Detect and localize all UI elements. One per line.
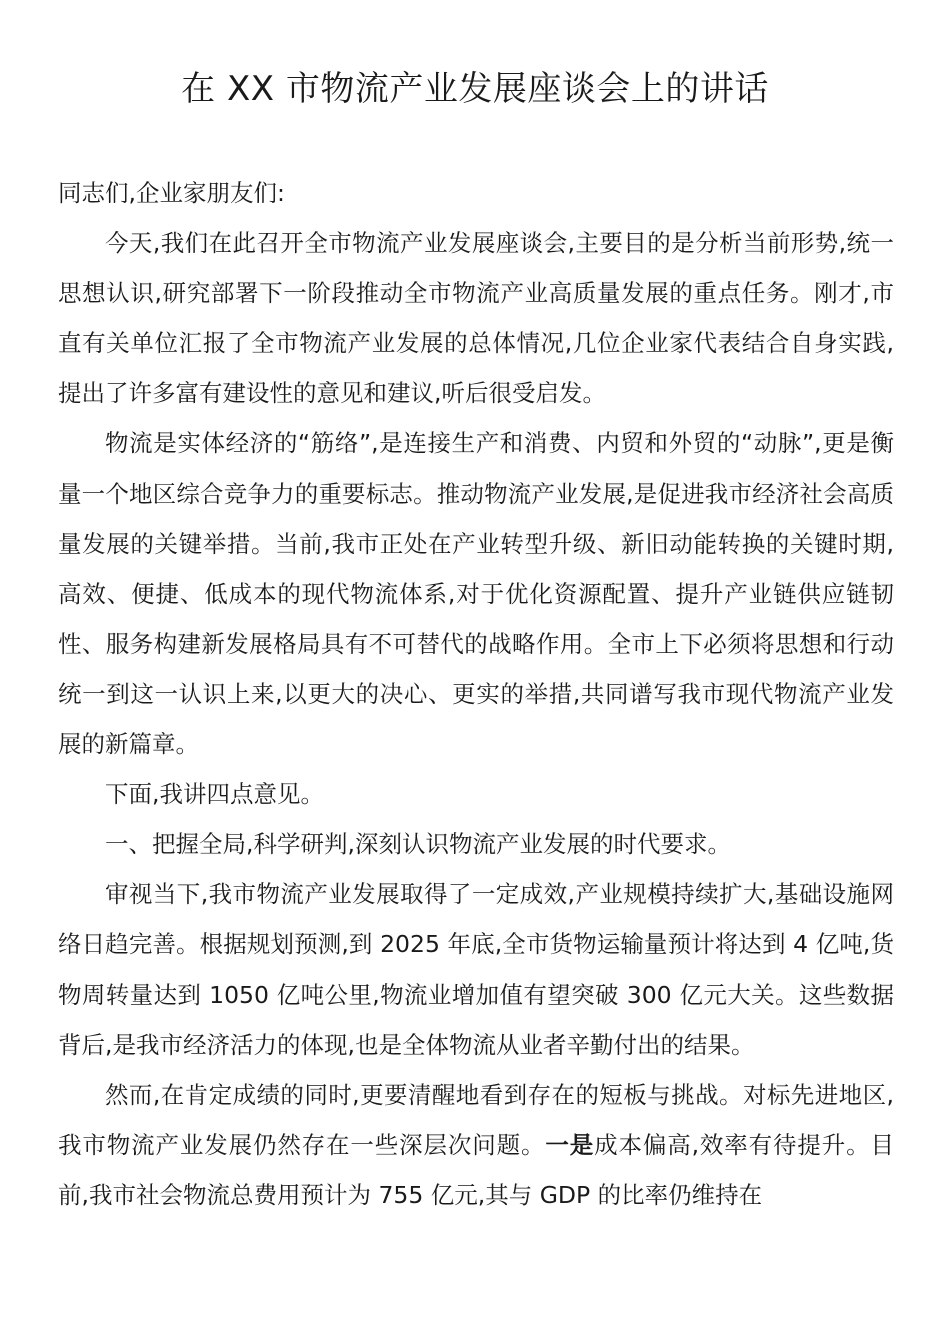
document-body (58, 168, 894, 1220)
greeting: 同志们,企业家朋友们: (58, 179, 285, 207)
section-heading: 一、把握全局,科学研判,深刻认识物流产业发展的时代要求。 (105, 830, 731, 859)
paragraph-achievements: 审视当下,我市物流产业发展取得了一定成效,产业规模持续扩大,基础设施网络日趋完善。根据规划预测,到 2025 年底,全市货物运输量预计将达到 4 亿吨,货物周转量达到 1050 亿吨公里,物流业增加值有望突破 300 亿元大关。这些数据背后,是我市经济活力的体现,也是全体物流从业者辛勤付出的结果。 (58, 880, 894, 1059)
paragraph-challenges (58, 1070, 894, 1220)
paragraph-significance: 物流是实体经济的“筋络”,是连接生产和消费、内贸和外贸的“动脉”,更是衡量一个地区综合竞争力的重要标志。推动物流产业发展,是促进我市经济社会高质量发展的关键举措。当前,我市正处在产业转型升级、新旧动能转换的关键时期,高效、便捷、低成本的现代物流体系,对于优化资源配置、提升产业链供应链韧性、服务构建新发展格局具有不可替代的战略作用。全市上下必须将思想和行动统一到这一认识上来,以更大的决心、更实的举措,共同谱写我市现代物流产业发展的新篇章。 (58, 429, 894, 759)
challenges-lead: 然而,在肯定成绩的同时,更要清醒地看到存在的短板与挑战。对标先进地区,我市物流产业发展仍然存在一些深层次问题。 (58, 1080, 894, 1159)
paragraph-intro: 今天,我们在此召开全市物流产业发展座谈会,主要目的是分析当前形势,统一思想认识,研究部署下一阶段推动全市物流产业高质量发展的重点任务。刚才,市直有关单位汇报了全市物流产业发展的总体情况,几位企业家代表结合自身实践,提出了许多富有建设性的意见和建议,听后很受启发。 (58, 229, 894, 408)
point-one-label: 一是 (545, 1130, 595, 1159)
page-title: 在 XX 市物流产业发展座谈会上的讲话 (181, 69, 769, 109)
paragraph-transition: 下面,我讲四点意见。 (105, 780, 324, 809)
challenges-rest: 成本偏高,效率有待提升。目前,我市社会物流总费用预计为 755 亿元,其与 GDP 的比率仍维持在 (58, 1130, 895, 1209)
